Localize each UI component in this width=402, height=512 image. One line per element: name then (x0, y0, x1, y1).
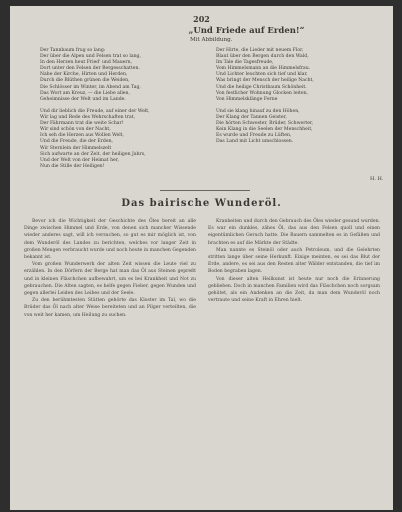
poem-line: Ich seh die Herzen aus Wollen Welt, (40, 133, 124, 139)
poem-line: Und die heilige Christbaum Schönheit. (216, 84, 307, 90)
poem-line: Die hörten Schwester, Brüder, Schwerter, (216, 121, 314, 127)
poem-line: Von festlicher Wohnung Glocken leiten, (216, 90, 308, 96)
poem-line: Sich aufwarte an der Zeit, der heiligen Jahrs, (40, 151, 146, 157)
poem-line: Im Tale die Tagesfreude, (216, 60, 274, 66)
poem-line: Kein Klang in die Seelen der Menschheit, (216, 127, 313, 133)
poem-line: Der Hirte, die Lieder mit neuem Flor, (216, 48, 304, 53)
poem-line: Nun die Stille der Heiligen! (40, 163, 105, 169)
poem-line: In den Herzen heut Fried' und Mauern, (40, 60, 133, 66)
article-right-column (208, 218, 380, 304)
article-paragraph: Vom großen Wunderwerk der alten Zeit wissen die Leute viel zu erzählen. In den Dörfern der Berge hat man das Öl aus Steinen gepreßt und in kleinen Fläschchen aufbewahrt, um es bei Krankheit und Not zu gebrauchen. Die Alten sagten, es helfe gegen Fieber, gegen Wunden und gegen allerlei Leiden des Leibes und der Seele. (24, 262, 196, 297)
poem-line: Die Schlösser im Winter, im Abend am Tag, (40, 84, 141, 90)
poem-line: Und die Freude, die der Erden, (40, 139, 113, 145)
poem-title: „Und Friede auf Erden!“ (188, 26, 305, 36)
poem-line: Blaut über den Bergen durch den Wald, (216, 54, 309, 60)
poem-line: Was bringt der Mensch der heilige Nacht, (216, 78, 314, 84)
poem-line: Und der Welt von der Heimat her, (40, 157, 119, 163)
article-paragraph: Von dieser alten Heilkunst ist heute nur noch die Erinnerung geblieben. Doch in manchen Familien wird das Fläschchen noch sorgsam gehütet, als ein Andenken an die Zeit, da man dem Wunderöl noch vertraute und seine Kraft in Ehren hielt. (208, 276, 380, 304)
poem-line: Von Himmelsklänge Ferne (216, 96, 278, 102)
article-left-column (24, 218, 196, 319)
poem-right-column (216, 48, 314, 146)
article-paragraph: Man nannte es Steinöl oder auch Petroleum, und die Gelehrten stritten lange über seine Herkunft. Einige meinten, es sei das Blut der Erde, andere, es sei aus den Resten alter Wälder entstanden, die tief im Boden begraben lagen. (208, 247, 380, 275)
page (10, 6, 393, 510)
poem-line: Und Lichter leuchten sich tief und klar, (216, 72, 308, 78)
poem-line: Und sie klang hinauf zu den Höhen, (216, 108, 300, 114)
poem-line: Wir lag und Rede des Wehrschaften trat, (40, 115, 136, 121)
poem-signature: H. H. (370, 176, 384, 182)
poem-line: Der Fährmann trat die weite Schar! (40, 121, 124, 127)
poem-left-column (40, 48, 150, 170)
article-paragraph: Bevor ich die Wichtigkeit der Geschichte des Öles bereit an alle Dinge zwischen Himmel und Erde, von denen sich mancher Wissende wieder anderes sagt, will ich versuchen, so gut es mir möglich ist, von dem Wunderöl des Landes zu berichten, welches vor langer Zeit in großen Mengen verbraucht wurde und noch heute in manchen Gegenden bekannt ist. (24, 219, 196, 261)
article-title: Das bairische Wunderöl. (121, 198, 282, 209)
poem-line: Wir Sternlein der Himmelszelt (40, 145, 112, 151)
poem-line: Der Klang der Tannen Geister, (216, 115, 287, 121)
poem-line: Das Wort am Kreuz, — die Liebe allen, (40, 90, 130, 96)
poem-line: Und dir lieblich die Freude, auf einer der Welt, (40, 108, 150, 114)
poem-line: Es wurde und Freude zu Lüften, (216, 133, 292, 139)
poem-line: Der über die Alpen und Felsen trat so lang, (40, 54, 141, 60)
poem-line: Vom Himmelsmann an die Himmelsfrau. (216, 66, 311, 72)
page-number: 202 (193, 14, 210, 24)
poem-line: Der Tannbaum frug so lang: (40, 48, 106, 53)
poem-line: Wir sind schön von der Nacht, (40, 127, 111, 133)
divider (160, 190, 250, 191)
poem-line: Geheimnisse der Welt und im Lande. (40, 96, 126, 102)
article-paragraph: Zu den berühmtesten Stätten gehörte das Kloster im Tal, wo die Brüder das Öl nach alter Weise bereiteten und an Pilger verteilten, die von weit her kamen, um Heilung zu suchen. (24, 298, 196, 318)
poem-line: Durch die Blüthen grünen die Weiden, (40, 78, 130, 84)
poem-line: Das Land mit Licht umschlossen. (216, 139, 294, 145)
poem-subtitle: Mit Abbildung. (190, 37, 233, 43)
poem-line: Nahe der Kirche, Hirten und Herden, (40, 72, 128, 78)
poem-line: Dort unter den Felsen der Bergesschatten. (40, 66, 140, 72)
article-paragraph: Kranheiten und durch den Gebrauch des Öles wieder gesund wurden. Es war ein dunkles, zähes Öl, das aus den Felsen quoll und einen eigentümlichen Geruch hatte. Die Bauern sammelten es in Gefäßen und brachten es auf die Märkte der Städte. (208, 219, 380, 246)
